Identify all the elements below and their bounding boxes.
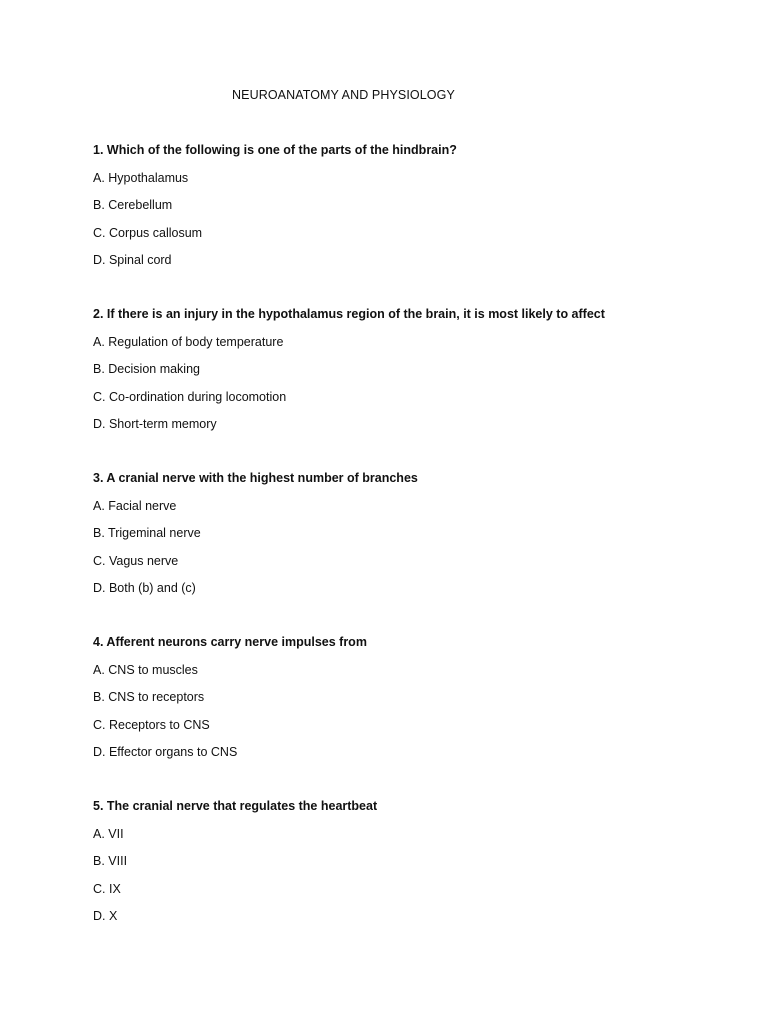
answer-option-c: C. Receptors to CNS [93,717,210,732]
question-2 [93,306,733,432]
answer-option-b: B. CNS to receptors [93,690,205,704]
question-text: 3. A cranial nerve with the highest number of branches [93,471,418,485]
answer-option-c: C. Co-ordination during locomotion [93,389,287,404]
answer-option-d: D. Spinal cord [93,253,172,267]
answer-option-b: B. VIII [93,854,128,868]
question-text: 1. Which of the following is one of the parts of the hindbrain? [93,143,457,157]
page-title: NEUROANATOMY AND PHYSIOLOGY [232,88,455,102]
answer-option-c: C. Corpus callosum [93,225,203,240]
answer-option-a: A. Facial nerve [93,498,177,513]
answer-option-d: D. Effector organs to CNS [93,745,238,759]
answer-option-a: A. VII [93,826,124,841]
answer-option-a: A. Regulation of body temperature [93,334,284,349]
answer-option-c: C. Vagus nerve [93,553,179,568]
answer-option-a: A. Hypothalamus [93,170,189,185]
answer-option-d: D. Short-term memory [93,417,217,431]
answer-option-b: B. Trigeminal nerve [93,526,201,540]
question-1 [93,142,733,268]
question-5 [93,798,733,924]
answer-option-c: C. IX [93,881,121,896]
answer-option-d: D. Both (b) and (c) [93,581,196,595]
answer-option-a: A. CNS to muscles [93,662,198,677]
answer-option-b: B. Decision making [93,362,200,376]
question-text: 2. If there is an injury in the hypothalamus region of the brain, it is most likely to affect [93,307,605,321]
question-3 [93,470,733,596]
answer-option-d: D. X [93,909,118,923]
answer-option-b: B. Cerebellum [93,198,173,212]
question-text: 5. The cranial nerve that regulates the heartbeat [93,799,378,813]
question-4 [93,634,733,760]
question-text: 4. Afferent neurons carry nerve impulses from [93,635,367,649]
